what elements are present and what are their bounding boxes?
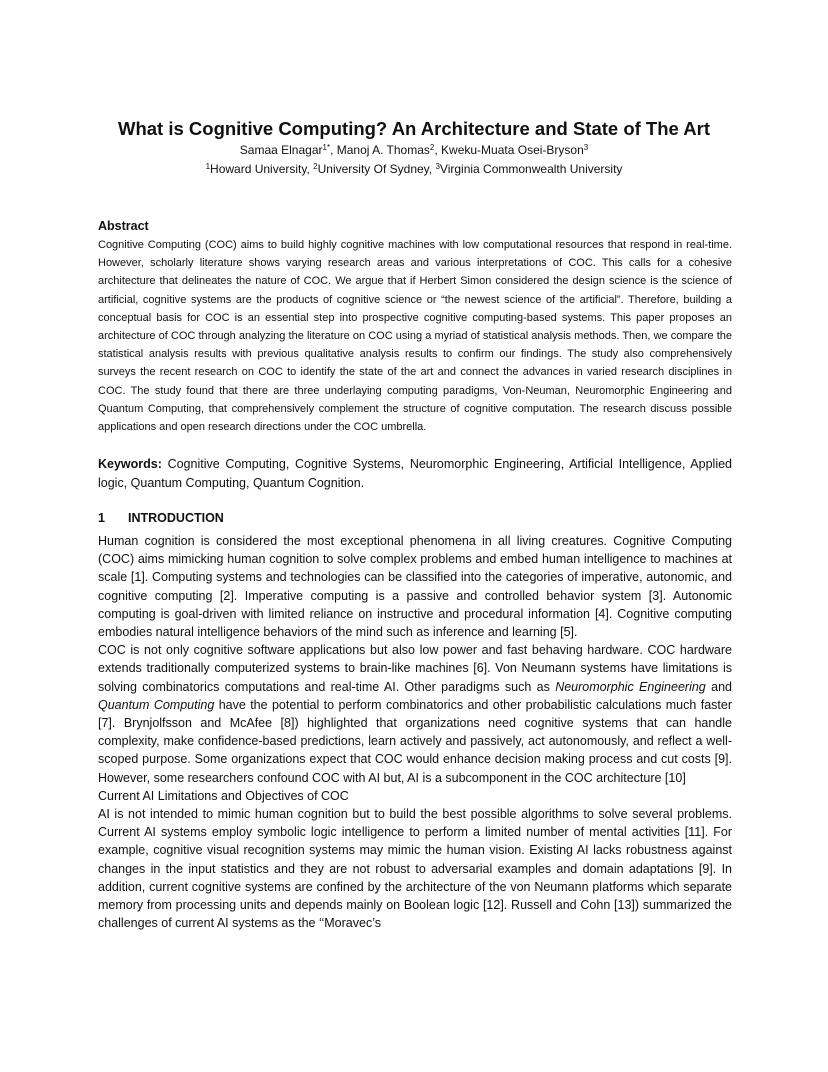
affiliation-mark: 1	[205, 162, 211, 171]
affiliation-name: Virginia Commonwealth University	[439, 162, 623, 176]
author-list	[0, 142, 828, 158]
paragraph-text: and	[705, 679, 732, 694]
section-title: INTRODUCTION	[128, 511, 224, 525]
abstract-heading: Abstract	[98, 219, 149, 233]
section-number: 1	[98, 511, 105, 525]
italic-term: Quantum Computing	[98, 697, 215, 712]
affiliation-list	[0, 161, 828, 177]
affiliation-name: Howard University	[210, 162, 307, 176]
subsection-heading: Current AI Limitations and Objectives of COC	[98, 788, 349, 803]
paragraph	[98, 641, 732, 787]
author-name: Samaa Elnagar	[239, 143, 323, 157]
paragraph-text: COC is not only cognitive software applications but also low power and fast behaving hardware. COC hardware extends traditionally computerized systems to brain-like machines [6]. Von Neumann systems have limitations is solving combinatorics computations and real-time AI. Other paradigms such as	[98, 643, 732, 694]
affiliation-mark: 2	[313, 162, 318, 171]
abstract-text: Cognitive Computing (COC) aims to build highly cognitive machines with low computational resources that respond in real-time. However, scholarly literature shows varying research areas and various interpretations of COC. This calls for a cohesive architecture that delineates the nature of COC. We argue that if Herbert Simon considered the design science is the science of artificial, cognitive systems are the products of cognitive science or “the newest science of the artificial”. Therefore, building a conceptual basis for COC is an essential step into prospective cognitive computing-based systems. This paper proposes an architecture of COC through analyzing the literature on COC using a myriad of statistical analysis methods. Then, we compare the statistical analysis results with previous qualitative analysis results to confirm our findings. The study also comprehensively surveys the recent research on COC to identify the state of the art and connect the advances in varied research disciplines in COC. The study found that there are three underlaying computing paradigms, Von-Neuman, Neuromorphic Engineering and Quantum Computing, that comprehensively complement the structure of cognitive computation. The research discuss possible applications and open research directions under the COC umbrella.	[98, 239, 732, 434]
affiliation-separator: ,	[428, 162, 436, 176]
keywords	[98, 455, 732, 492]
paragraph: Human cognition is considered the most exceptional phenomena in all living creatures. Cognitive Computing (COC) aims mimicking human cognition to solve complex problems and embed human intelligence to machines at scale [1]. Computing systems and technologies can be classified into the categories of imperative, autonomic, and cognitive computing [2]. Imperative computing is a passive and controlled behavior system [3]. Autonomic computing is goal-driven with limited reliance on instructive and procedural information [4]. Cognitive computing embodies natural intelligence behaviors of the mind such as inference and learning [5].	[98, 534, 732, 640]
author-name: Manoj A. Thomas	[336, 143, 430, 157]
author-affiliation-mark: 2	[429, 143, 435, 152]
italic-term: Neuromorphic Engineering	[555, 679, 706, 694]
paragraph-text: have the potential to perform combinatorics and other probabilistic calculations much faster [7]. Brynjolfsson and McAfee [8]) highlighted that organizations need cognitive systems that can handle complexity, make confidence-based predictions, learn actively and passively, act autonomously, and reflect a well-scoped purpose. Some organizations expect that COC would enhance decision making process and cut costs [9]. However, some researchers confound COC with AI but, AI is a subcomponent in the COC architecture [10]	[98, 697, 733, 785]
affiliation-separator: ,	[306, 162, 314, 176]
keywords-label: Keywords:	[98, 457, 162, 471]
paper-title: What is Cognitive Computing? An Architecture and State of The Art	[117, 118, 710, 139]
author-affiliation-mark: 1*	[322, 143, 331, 152]
author-separator: ,	[330, 143, 337, 157]
paragraph: AI is not intended to mimic human cognition but to build the best possible algorithms to solve several problems. Current AI systems employ symbolic logic intelligence to perform a limited number of mental activities [11]. For example, cognitive visual recognition systems may mimic the human vision. Existing AI lacks robustness against changes in the input statistics and they are not robust to adversarial examples and domain adaptations [9]. In addition, current cognitive systems are confined by the architecture of the von Neumann platforms which separate memory from processing units and depends mainly on Boolean logic [12]. Russell and Cohn [13]) summarized the challenges of current AI systems as the ‘‘Moravec’s	[98, 807, 732, 931]
keywords-text: Cognitive Computing, Cognitive Systems, Neuromorphic Engineering, Artificial Intelligence, Applied logic, Quantum Computing, Quantum Cognition.	[98, 457, 732, 490]
affiliation-name: University Of Sydney	[317, 162, 429, 176]
author-separator: ,	[434, 143, 442, 157]
section-body	[98, 532, 732, 932]
author-affiliation-mark: 3	[583, 143, 589, 152]
affiliation-mark: 3	[435, 162, 440, 171]
section-heading	[98, 511, 224, 525]
author-name: Kweku-Muata Osei-Bryson	[441, 143, 584, 157]
